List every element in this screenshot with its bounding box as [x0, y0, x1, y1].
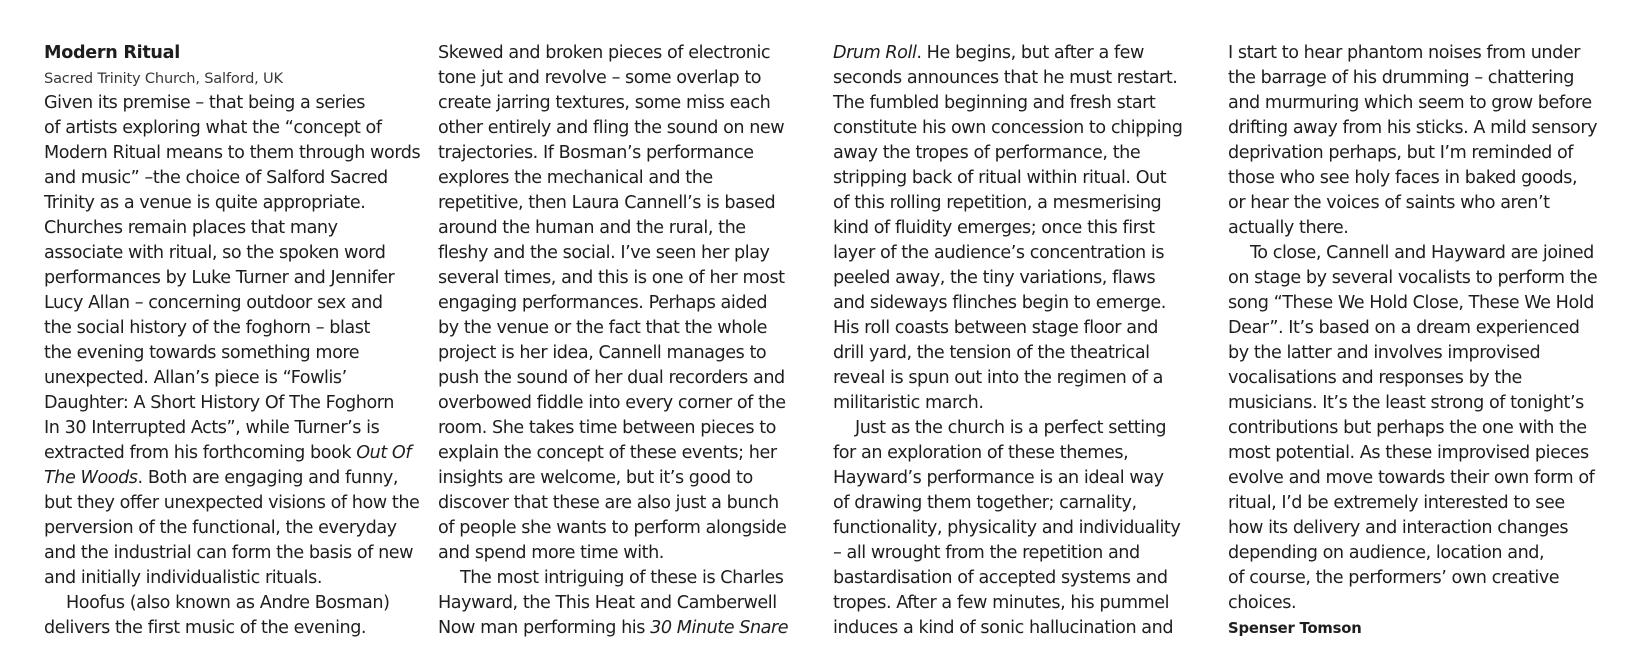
body-text-segment: Hoofus (also known as Andre Bosman) — [66, 593, 390, 613]
body-text-line — [438, 366, 818, 391]
body-text-segment: Churches remain places that many — [44, 218, 338, 238]
body-text-line — [44, 216, 424, 241]
body-text-line — [1228, 66, 1608, 91]
body-text-segment: ritual, I’d be extremely interested to see — [1228, 493, 1565, 513]
body-text-line — [44, 491, 424, 516]
body-text-segment: functionality, physicality and individuality — [833, 518, 1181, 538]
body-text-line — [833, 266, 1213, 291]
body-text-segment: around the human and the rural, the — [438, 218, 746, 238]
body-text-segment: – all wrought from the repetition and — [833, 543, 1140, 563]
body-text-segment: constitute his own concession to chipping — [833, 118, 1183, 138]
body-text-segment: Hayward, the This Heat and Camberwell — [438, 593, 777, 613]
body-text-segment: and the industrial can form the basis of new — [44, 543, 414, 563]
italic-title-text: The Woods — [44, 468, 138, 488]
body-text-segment: those who see holy faces in baked goods, — [1228, 168, 1578, 188]
body-text-line — [44, 416, 424, 441]
body-text-line — [438, 441, 818, 466]
body-text-line — [833, 191, 1213, 216]
body-text-line — [1228, 366, 1608, 391]
body-text-segment: drill yard, the tension of the theatrical — [833, 343, 1150, 363]
italic-title-text: Drum Roll — [833, 43, 917, 63]
body-text-segment: of this rolling repetition, a mesmerising — [833, 193, 1162, 213]
review-title: Modern Ritual — [44, 43, 180, 63]
body-text-segment: The most intriguing of these is Charles — [460, 568, 784, 588]
body-text-segment: the evening towards something more — [44, 343, 360, 363]
body-text-segment: on stage by several vocalists to perform the — [1228, 268, 1598, 288]
column-1 — [44, 41, 424, 641]
body-text-segment: song “These We Hold Close, These We Hold — [1228, 293, 1594, 313]
body-text-segment: of artists exploring what the “concept of — [44, 118, 382, 138]
body-text-line — [833, 341, 1213, 366]
body-text-line — [833, 166, 1213, 191]
body-text-line — [1228, 541, 1608, 566]
italic-title-text: Out Of — [356, 443, 412, 463]
body-text-line — [833, 591, 1213, 616]
body-text-segment: Lucy Allan – concerning outdoor sex and — [44, 293, 383, 313]
body-text-line — [833, 541, 1213, 566]
body-text-segment: actually there. — [1228, 218, 1349, 238]
body-text-line — [833, 616, 1213, 641]
body-text-line — [438, 316, 818, 341]
body-text-line — [44, 316, 424, 341]
body-text-line — [833, 216, 1213, 241]
body-text-segment: fleshy and the social. I’ve seen her play — [438, 243, 770, 263]
body-text-line — [1228, 516, 1608, 541]
body-text-segment: repetitive, then Laura Cannell’s is based — [438, 193, 776, 213]
body-text-segment: overbowed fiddle into every corner of the — [438, 393, 786, 413]
body-text-segment: depending on audience, location and, — [1228, 543, 1545, 563]
italic-title-text: 30 Minute Snare — [650, 618, 789, 638]
body-text-segment: To close, Cannell and Hayward are joined — [1250, 243, 1594, 263]
body-text-line — [833, 316, 1213, 341]
body-text-line — [44, 391, 424, 416]
body-text-line — [438, 141, 818, 166]
body-text-line — [44, 541, 424, 566]
body-text-segment: choices. — [1228, 593, 1297, 613]
body-text-segment: associate with ritual, so the spoken word — [44, 243, 386, 263]
body-text-segment: and music” –the choice of Salford Sacred — [44, 168, 388, 188]
body-text-segment: room. She takes time between pieces to — [438, 418, 776, 438]
body-text-segment: most potential. As these improvised pieces — [1228, 443, 1589, 463]
body-text-line — [1228, 291, 1608, 316]
body-text-line — [833, 141, 1213, 166]
body-text-segment: other entirely and fling the sound on new — [438, 118, 785, 138]
body-text-line — [1228, 216, 1608, 241]
body-text-line — [1228, 166, 1608, 191]
body-text-line — [833, 66, 1213, 91]
column-4 — [1228, 41, 1608, 641]
body-text-line — [438, 66, 818, 91]
body-text-line — [438, 216, 818, 241]
body-text-line — [1228, 491, 1608, 516]
body-text-line — [833, 91, 1213, 116]
body-text-segment: Trinity as a venue is quite appropriate. — [44, 193, 366, 213]
body-text-line — [44, 291, 424, 316]
body-text-line — [438, 416, 818, 441]
body-text-segment: . He begins, but after a few — [916, 43, 1144, 63]
review-byline: Spenser Tomson — [1228, 620, 1362, 637]
body-text-segment: Given its premise – that being a series — [44, 93, 365, 113]
body-text-line — [438, 191, 818, 216]
body-text-segment: His roll coasts between stage floor and — [833, 318, 1158, 338]
body-text-line — [833, 391, 1213, 416]
body-text-line — [438, 41, 818, 66]
body-text-segment: Skewed and broken pieces of electronic — [438, 43, 771, 63]
body-text-segment: . Both are engaging and funny, — [137, 468, 398, 488]
body-text-line — [1228, 191, 1608, 216]
body-text-line — [1228, 441, 1608, 466]
body-text-line — [1228, 566, 1608, 591]
body-text-segment: seconds announces that he must restart. — [833, 68, 1178, 88]
column-3-body — [833, 41, 1213, 641]
body-text-line — [1228, 416, 1608, 441]
body-text-line — [1228, 466, 1608, 491]
body-text-line — [438, 391, 818, 416]
body-text-segment: Just as the church is a perfect setting — [855, 418, 1167, 438]
body-text-line — [438, 166, 818, 191]
body-text-segment: project is her idea, Cannell manages to — [438, 343, 767, 363]
body-text-segment: performances by Luke Turner and Jennifer — [44, 268, 395, 288]
body-text-line — [438, 291, 818, 316]
body-text-segment: The fumbled beginning and fresh start — [833, 93, 1156, 113]
body-text-line — [438, 541, 818, 566]
body-text-line — [44, 591, 424, 616]
body-text-line — [438, 341, 818, 366]
body-text-segment: Hayward’s performance is an ideal way — [833, 468, 1164, 488]
body-text-segment: Now man performing his — [438, 618, 651, 638]
body-text-segment: Daughter: A Short History Of The Foghorn — [44, 393, 394, 413]
body-text-segment: and sideways flinches begin to emerge. — [833, 293, 1166, 313]
body-text-segment: of people she wants to perform alongside — [438, 518, 787, 538]
body-text-segment: insights are welcome, but it’s good to — [438, 468, 753, 488]
body-text-line — [833, 491, 1213, 516]
body-text-line — [44, 241, 424, 266]
body-text-line — [1228, 241, 1608, 266]
body-text-line — [833, 416, 1213, 441]
body-text-line — [1228, 141, 1608, 166]
body-text-segment: layer of the audience’s concentration is — [833, 243, 1165, 263]
body-text-segment: several times, and this is one of her most — [438, 268, 785, 288]
body-text-line — [833, 241, 1213, 266]
body-text-segment: for an exploration of these themes, — [833, 443, 1129, 463]
body-text-segment: explores the mechanical and the — [438, 168, 713, 188]
body-text-segment: of course, the performers’ own creative — [1228, 568, 1560, 588]
body-text-line — [833, 291, 1213, 316]
body-text-line — [833, 466, 1213, 491]
body-text-segment: of drawing them together; carnality, — [833, 493, 1137, 513]
body-text-line — [44, 116, 424, 141]
body-text-line — [833, 41, 1213, 66]
body-text-segment: Dear”. It’s based on a dream experienced — [1228, 318, 1580, 338]
column-3 — [833, 41, 1213, 641]
body-text-line — [44, 441, 424, 466]
column-1-body — [44, 91, 424, 641]
body-text-segment: unexpected. Allan’s piece is “Fowlis’ — [44, 368, 347, 388]
body-text-line — [438, 241, 818, 266]
body-text-line — [1228, 591, 1608, 616]
body-text-segment: kind of fluidity emerges; once this first — [833, 218, 1155, 238]
column-4-body — [1228, 41, 1608, 616]
body-text-line — [833, 441, 1213, 466]
body-text-segment: bastardisation of accepted systems and — [833, 568, 1168, 588]
body-text-segment: tone jut and revolve – some overlap to — [438, 68, 762, 88]
body-text-line — [44, 466, 424, 491]
body-text-line — [44, 266, 424, 291]
body-text-line — [44, 566, 424, 591]
body-text-line — [438, 91, 818, 116]
body-text-line — [438, 466, 818, 491]
body-text-line — [833, 566, 1213, 591]
body-text-line — [833, 366, 1213, 391]
body-text-segment: perversion of the functional, the everyday — [44, 518, 397, 538]
body-text-segment: stripping back of ritual within ritual. Out — [833, 168, 1167, 188]
body-text-segment: away the tropes of performance, the — [833, 143, 1141, 163]
body-text-segment: induces a kind of sonic hallucination and — [833, 618, 1174, 638]
body-text-segment: and murmuring which seem to grow before — [1228, 93, 1592, 113]
body-text-segment: and initially individualistic rituals. — [44, 568, 322, 588]
body-text-segment: or hear the voices of saints who aren’t — [1228, 193, 1550, 213]
body-text-line — [1228, 266, 1608, 291]
body-text-line — [438, 116, 818, 141]
body-text-line — [438, 491, 818, 516]
body-text-line — [44, 191, 424, 216]
body-text-segment: reveal is spun out into the regimen of a — [833, 368, 1163, 388]
body-text-line — [1228, 91, 1608, 116]
body-text-line — [438, 516, 818, 541]
body-text-segment: evolve and move towards their own form of — [1228, 468, 1595, 488]
body-text-segment: push the sound of her dual recorders and — [438, 368, 785, 388]
body-text-segment: peeled away, the tiny variations, flaws — [833, 268, 1156, 288]
column-2 — [438, 41, 818, 641]
body-text-segment: create jarring textures, some miss each — [438, 93, 771, 113]
body-text-segment: musicians. It’s the least strong of tonight’s — [1228, 393, 1584, 413]
body-text-line — [44, 366, 424, 391]
body-text-segment: I start to hear phantom noises from under — [1228, 43, 1580, 63]
body-text-line — [44, 91, 424, 116]
body-text-segment: contributions but perhaps the one with the — [1228, 418, 1587, 438]
body-text-line — [438, 566, 818, 591]
body-text-segment: explain the concept of these events; her — [438, 443, 777, 463]
body-text-segment: tropes. After a few minutes, his pummel — [833, 593, 1170, 613]
review-venue: Sacred Trinity Church, Salford, UK — [44, 70, 283, 87]
body-text-segment: the social history of the foghorn – blast — [44, 318, 370, 338]
body-text-segment: vocalisations and responses by the — [1228, 368, 1522, 388]
body-text-segment: but they offer unexpected visions of how the — [44, 493, 420, 513]
body-text-line — [44, 516, 424, 541]
body-text-line — [1228, 341, 1608, 366]
body-text-segment: how its delivery and interaction changes — [1228, 518, 1569, 538]
body-text-line — [44, 341, 424, 366]
body-text-line — [1228, 41, 1608, 66]
body-text-segment: militaristic march. — [833, 393, 984, 413]
body-text-segment: In 30 Interrupted Acts”, while Turner’s is — [44, 418, 380, 438]
body-text-line — [1228, 116, 1608, 141]
body-text-segment: Modern Ritual means to them through words — [44, 143, 421, 163]
column-2-body — [438, 41, 818, 641]
body-text-segment: deprivation perhaps, but I’m reminded of — [1228, 143, 1574, 163]
body-text-segment: delivers the first music of the evening. — [44, 618, 367, 638]
body-text-segment: by the latter and involves improvised — [1228, 343, 1541, 363]
body-text-line — [438, 591, 818, 616]
body-text-line — [1228, 391, 1608, 416]
body-text-segment: and spend more time with. — [438, 543, 664, 563]
body-text-line — [833, 116, 1213, 141]
body-text-segment: the barrage of his drumming – chattering — [1228, 68, 1574, 88]
body-text-line — [438, 266, 818, 291]
body-text-line — [1228, 316, 1608, 341]
body-text-line — [44, 166, 424, 191]
body-text-segment: discover that these are also just a bunch — [438, 493, 779, 513]
body-text-segment: drifting away from his sticks. A mild sensory — [1228, 118, 1598, 138]
body-text-line — [44, 616, 424, 641]
body-text-line — [438, 616, 818, 641]
body-text-segment: extracted from his forthcoming book — [44, 443, 357, 463]
body-text-line — [833, 516, 1213, 541]
body-text-segment: by the venue or the fact that the whole — [438, 318, 768, 338]
body-text-segment: engaging performances. Perhaps aided — [438, 293, 768, 313]
body-text-line — [44, 141, 424, 166]
body-text-segment: trajectories. If Bosman’s performance — [438, 143, 754, 163]
